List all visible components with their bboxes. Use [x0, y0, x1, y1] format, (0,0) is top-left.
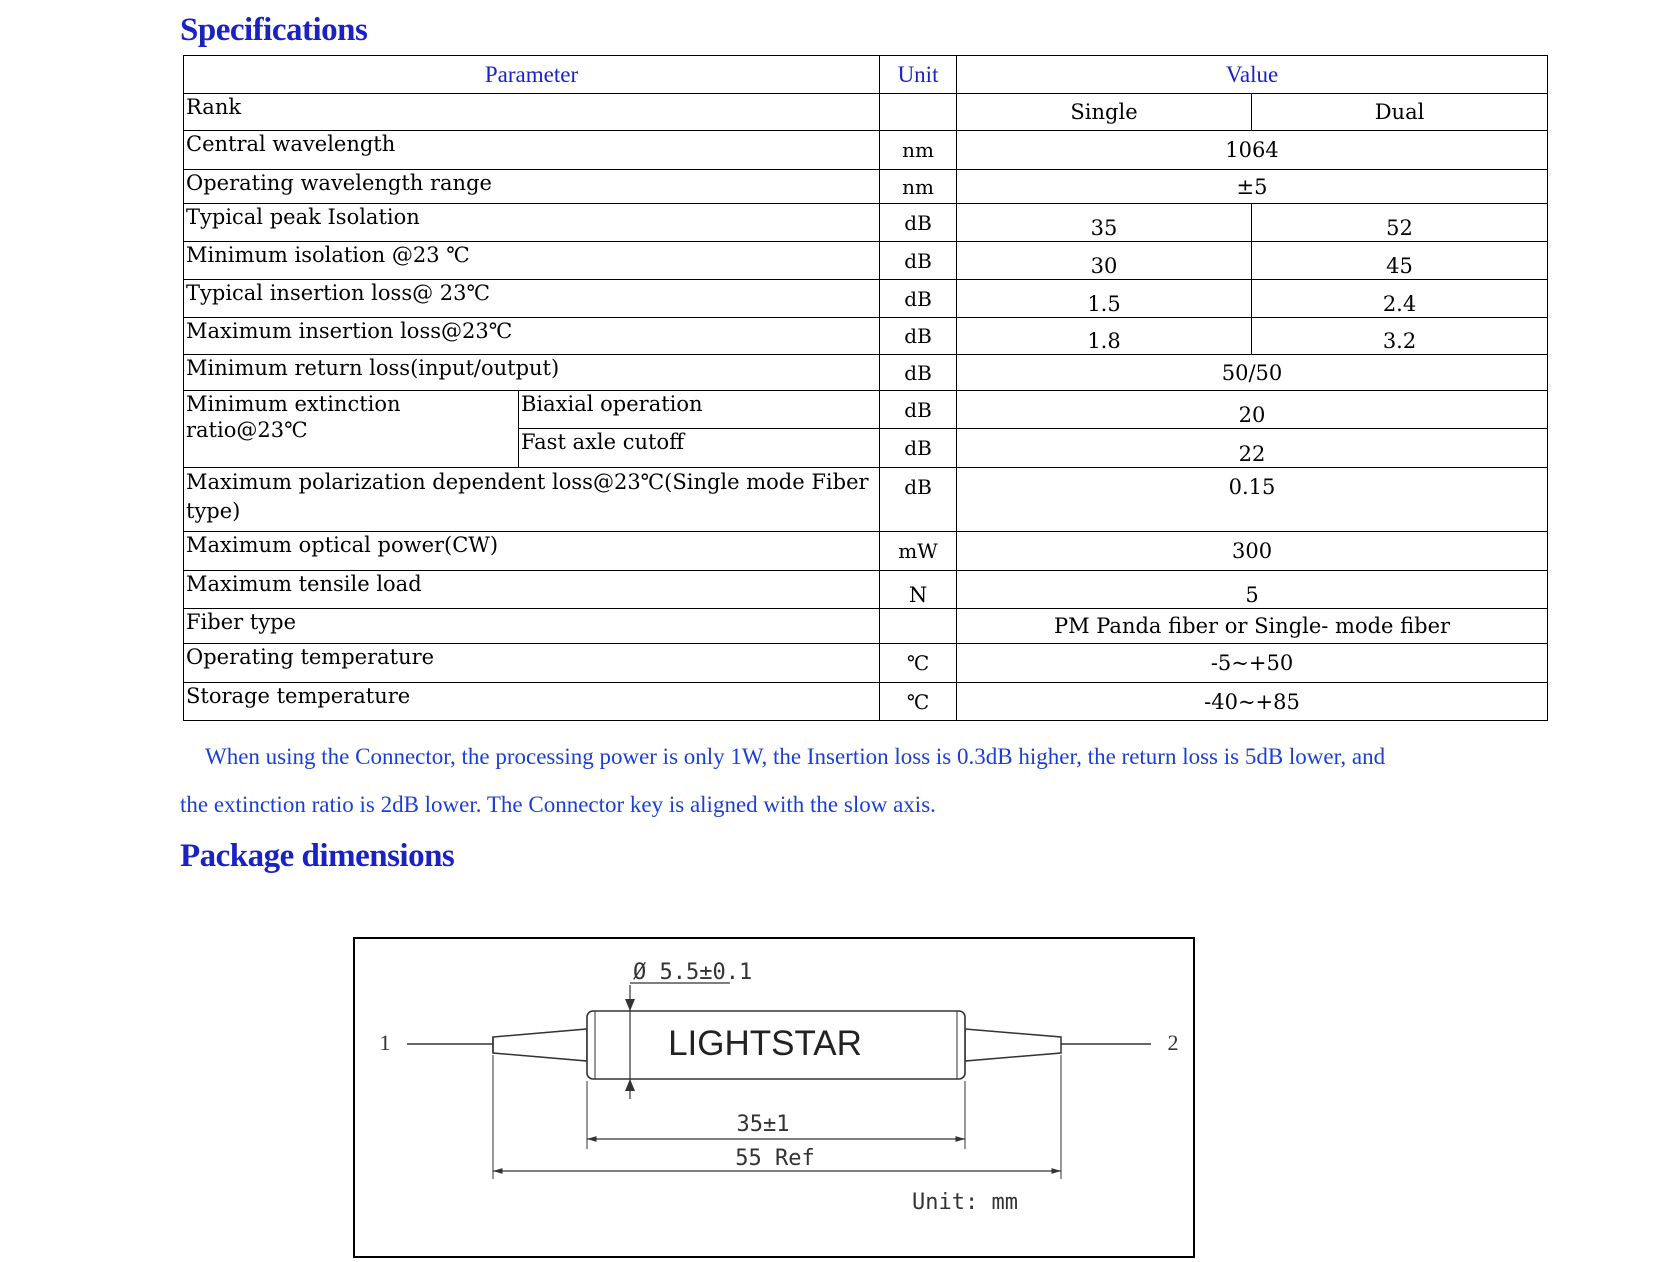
package-diagram	[353, 937, 1195, 1258]
table-row	[184, 532, 1548, 571]
unit-cell: mW	[880, 532, 957, 571]
unit-cell: dB	[880, 468, 957, 532]
table-row	[184, 468, 1548, 532]
param-cell: Fast axle cutoff	[519, 429, 880, 468]
header-unit: Unit	[880, 56, 957, 94]
unit-cell: dB	[880, 429, 957, 468]
dual-value-cell: 52	[1252, 204, 1548, 242]
specifications-title: Specifications	[180, 12, 368, 48]
table-row	[184, 644, 1548, 683]
unit-cell: nm	[880, 170, 957, 204]
param-cell: Maximum polarization dependent loss@23℃(Single mode Fiber type)	[184, 468, 880, 532]
unit-label: Unit: mm	[912, 1190, 1018, 1215]
value-cell: 20	[957, 391, 1548, 429]
unit-cell: dB	[880, 318, 957, 355]
port-1-label: 1	[379, 1030, 391, 1055]
total-length-label: 55 Ref	[735, 1146, 815, 1171]
specifications-table	[183, 55, 1548, 721]
unit-cell: ℃	[880, 683, 957, 721]
table-row	[184, 571, 1548, 609]
unit-cell: N	[880, 571, 957, 609]
unit-cell: dB	[880, 391, 957, 429]
dual-value-cell: 3.2	[1252, 318, 1548, 355]
unit-cell: dB	[880, 204, 957, 242]
table-row	[184, 131, 1548, 170]
value-cell: -40~+85	[957, 683, 1548, 721]
value-cell: PM Panda fiber or Single- mode fiber	[957, 609, 1548, 644]
param-cell: Operating temperature	[184, 644, 880, 683]
package-dimensions-title: Package dimensions	[180, 838, 455, 874]
value-cell: 1064	[957, 131, 1548, 170]
extinction-label-cell: Minimum extinction ratio@23℃	[184, 391, 519, 468]
header-parameter: Parameter	[184, 56, 880, 94]
connector-note-line-2: the extinction ratio is 2dB lower. The Connector key is aligned with the slow axis.	[180, 792, 936, 817]
dual-value-cell: 45	[1252, 242, 1548, 280]
single-value-cell: 1.5	[957, 280, 1252, 318]
unit-cell: dB	[880, 280, 957, 318]
value-cell: ±5	[957, 170, 1548, 204]
table-row	[184, 242, 1548, 280]
table-row	[184, 609, 1548, 644]
param-cell: Maximum insertion loss@23℃	[184, 318, 880, 355]
single-value-cell: 1.8	[957, 318, 1252, 355]
value-cell: 0.15	[957, 468, 1548, 532]
unit-cell	[880, 94, 957, 131]
param-cell: Minimum isolation @23 ℃	[184, 242, 880, 280]
table-row	[184, 683, 1548, 721]
param-cell: Fiber type	[184, 609, 880, 644]
param-cell: Storage temperature	[184, 683, 880, 721]
header-value: Value	[957, 56, 1548, 94]
connector-note-line-1: When using the Connector, the processing power is only 1W, the Insertion loss is 0.3dB higher, the return loss is 5dB lower, and	[205, 744, 1386, 769]
value-cell: -5~+50	[957, 644, 1548, 683]
value-cell: 22	[957, 429, 1548, 468]
unit-cell: dB	[880, 242, 957, 280]
param-cell: Biaxial operation	[519, 391, 880, 429]
unit-cell	[880, 609, 957, 644]
value-cell: 5	[957, 571, 1548, 609]
table-row	[184, 355, 1548, 391]
param-cell: Maximum optical power(CW)	[184, 532, 880, 571]
body-length-label: 35±1	[736, 1112, 790, 1137]
rank-single: Single	[957, 94, 1252, 131]
single-value-cell: 30	[957, 242, 1252, 280]
single-value-cell: 35	[957, 204, 1252, 242]
param-cell: Rank	[184, 94, 880, 131]
param-cell: Central wavelength	[184, 131, 880, 170]
dual-value-cell: 2.4	[1252, 280, 1548, 318]
param-cell: Operating wavelength range	[184, 170, 880, 204]
table-row	[184, 318, 1548, 355]
table-header-row	[184, 56, 1548, 94]
right-boot	[965, 1029, 1061, 1061]
table-row	[184, 204, 1548, 242]
table-row	[184, 280, 1548, 318]
unit-cell: dB	[880, 355, 957, 391]
rank-dual: Dual	[1252, 94, 1548, 131]
port-2-label: 2	[1167, 1030, 1179, 1055]
lightstar-brand-label: LIGHTSTAR	[668, 1024, 862, 1063]
table-row	[184, 170, 1548, 204]
package-drawing	[355, 939, 1193, 1256]
table-row	[184, 94, 1548, 131]
param-cell: Maximum tensile load	[184, 571, 880, 609]
unit-cell: nm	[880, 131, 957, 170]
param-cell: Typical insertion loss@ 23℃	[184, 280, 880, 318]
unit-cell: ℃	[880, 644, 957, 683]
param-cell: Typical peak Isolation	[184, 204, 880, 242]
diameter-label: Ø 5.5±0.1	[633, 960, 753, 985]
value-cell: 300	[957, 532, 1548, 571]
table-row	[184, 391, 1548, 429]
left-boot	[493, 1029, 587, 1061]
value-cell: 50/50	[957, 355, 1548, 391]
param-cell: Minimum return loss(input/output)	[184, 355, 880, 391]
